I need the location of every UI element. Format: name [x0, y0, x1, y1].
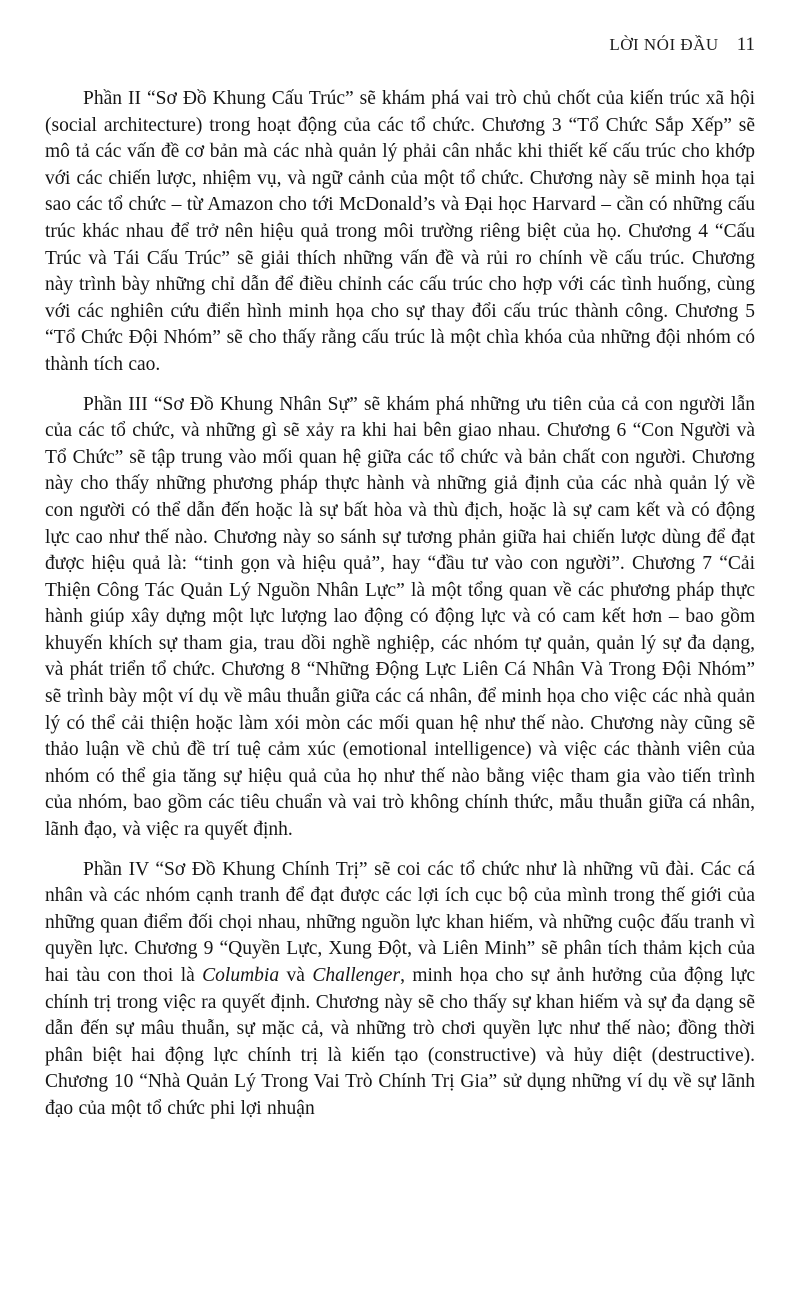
paragraph: [45, 392, 755, 844]
page-body: [45, 86, 755, 1123]
text-run: Phần IV “Sơ Đồ Khung Chính Trị” sẽ coi các tổ chức như là những vũ đài. Các cá nhân và các nhóm cạnh tranh để đạt được các lợi ích cục bộ của mình trong thế giới của những quan điểm đối chọi nhau, những nguồn lực khan hiếm, và những cuộc đấu tranh vì quyền lực. Chương 9 “Quyền Lực, Xung Đột, và Liên Minh” sẽ phân tích thảm kịch của hai tàu con thoi là: [45, 858, 755, 986]
paragraph: [45, 857, 755, 1123]
text-run: , minh họa cho sự ảnh hưởng của động lực chính trị trong việc ra quyết định. Chương này sẽ cho thấy sự khan hiếm và sự đa dạng sẽ dẫn đến sự mâu thuẫn, sự mặc cả, và những trò chơi quyền lực như thế nào; đồng thời phân biệt hai động lực chính trị là kiến tạo (constructive) và hủy diệt (destructive). Chương 10 “Nhà Quản Lý Trong Vai Trò Chính Trị Gia” sử dụng những ví dụ về sự lãnh đạo của một tổ chức phi lợi nhuận: [45, 965, 756, 1119]
italic-text-run: Challenger: [312, 965, 401, 986]
page-header: [45, 34, 755, 56]
paragraph: [45, 86, 755, 379]
header-title: LỜI NÓI ĐẦU: [609, 35, 719, 54]
text-run: Phần III “Sơ Đồ Khung Nhân Sự” sẽ khám phá những ưu tiên của cả con người lẫn của các tổ chức, và những gì sẽ xảy ra khi hai bên giao nhau. Chương 6 “Con Người và Tổ Chức” sẽ tập trung vào mối quan hệ giữa các tổ chức và bản chất con người. Chương này cho thấy những phương pháp thực hành và những giả định của các nhà quản lý về con người có thể dẫn đến hoặc là sự bất hòa và thù địch, hoặc là sự cam kết và có động lực cao như thế nào. Chương này so sánh sự tương phản giữa hai chiến lược dùng để đạt được hiệu quả là: “tinh gọn và hiệu quả”, hay “đầu tư vào con người”. Chương 7 “Cải Thiện Công Tác Quản Lý Nguồn Nhân Lực” là một tổng quan về các phương pháp thực hành giúp xây dựng một lực lượng lao động có động lực và có cam kết hơn – bao gồm khuyến khích sự tham gia, trau dồi nghề nghiệp, các nhóm tự quản, quản lý sự đa dạng, và phát triển tổ chức. Chương 8 “Những Động Lực Liên Cá Nhân Và Trong Đội Nhóm” sẽ trình bày một ví dụ về mâu thuẫn giữa các cá nhân, để minh họa cho việc các nhà quản lý có thể cải thiện hoặc làm xói mòn các mối quan hệ như thế nào. Chương này cũng sẽ thảo luận về chủ đề trí tuệ cảm xúc (emotional intelligence) và việc các thành viên của nhóm có thể gia tăng sự hiệu quả của họ như thế nào bằng việc tham gia vào tiến trình của nhóm, bao gồm các tiêu chuẩn và vai trò không chính thức, mẫu thuẫn giữa cá nhân, lãnh đạo, và việc ra quyết định.: [45, 393, 755, 841]
page-number: 11: [736, 34, 755, 55]
italic-text-run: Columbia: [202, 965, 280, 986]
text-run: và: [279, 965, 313, 986]
text-run: Phần II “Sơ Đồ Khung Cấu Trúc” sẽ khám phá vai trò chủ chốt của kiến trúc xã hội (social architecture) trong hoạt động của các tổ chức. Chương 3 “Tổ Chức Sắp Xếp” sẽ mô tả các vấn đề cơ bản mà các nhà quản lý phải cân nhắc khi thiết kế cấu trúc cho khớp với các chiến lược, nhiệm vụ, và ngữ cảnh của một tổ chức. Chương này sẽ minh họa tại sao các tổ chức – từ Amazon cho tới McDonald’s và Đại học Harvard – cần có những cấu trúc khác nhau để trở nên hiệu quả trong môi trường riêng biệt của họ. Chương 4 “Cấu Trúc và Tái Cấu Trúc” sẽ giải thích những vấn đề và rủi ro chính về cấu trúc. Chương này trình bày những chỉ dẫn để điều chỉnh các cấu trúc cho hợp với các tình huống, cùng với các nghiên cứu điển hình minh họa cho sự thay đổi cấu trúc thành công. Chương 5 “Tổ Chức Đội Nhóm” sẽ cho thấy rằng cấu trúc là một chìa khóa của những đội nhóm có thành tích cao.: [45, 88, 755, 375]
